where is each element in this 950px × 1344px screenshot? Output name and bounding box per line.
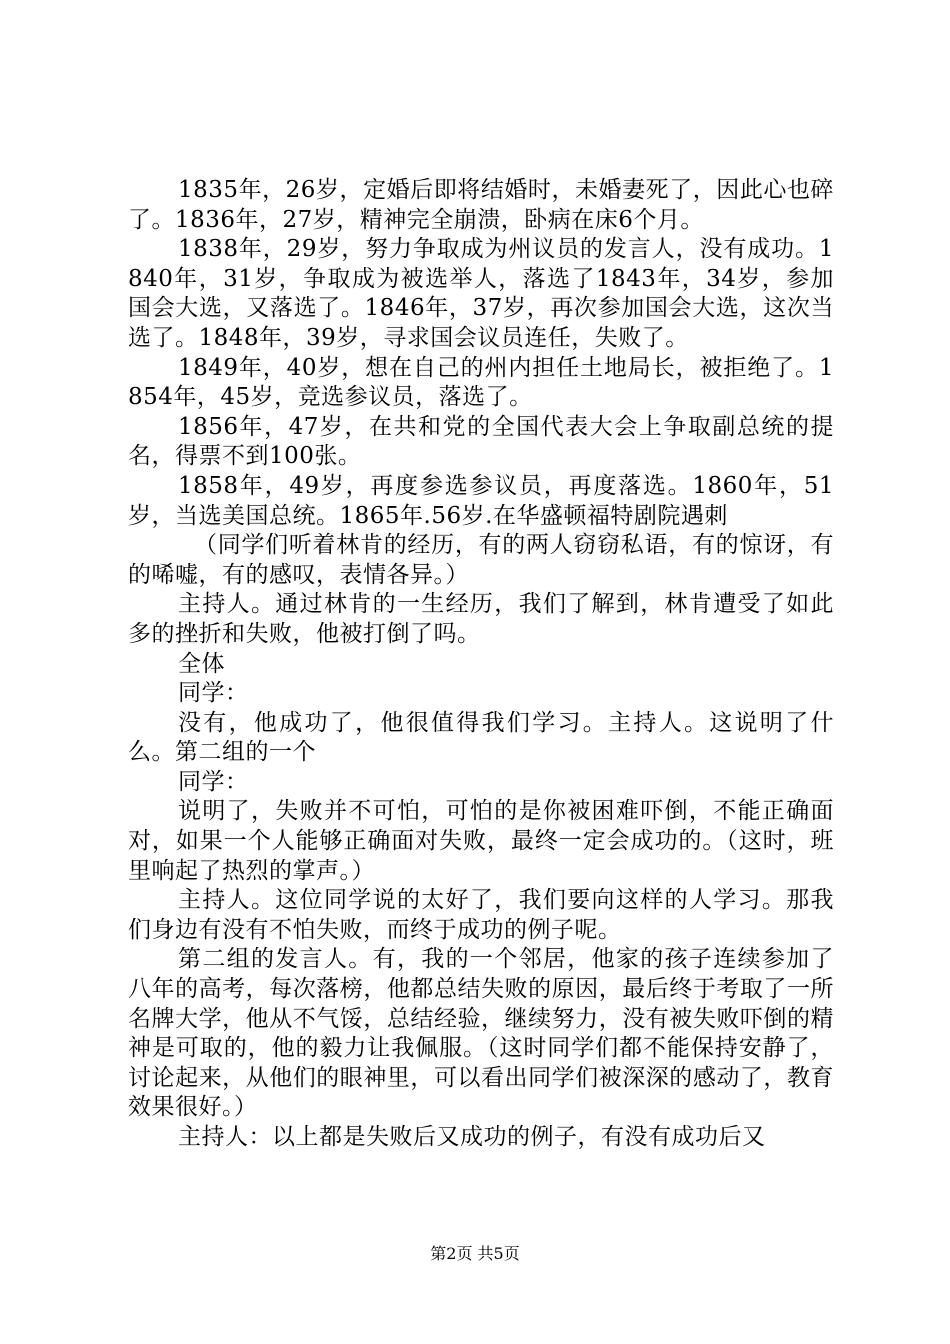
paragraph-1858: 1858年，49岁，再度参选参议员，再度落选。1860年，51岁，当选美国总统。1865年.56岁.在华盛顿福特剧院遇刺 xyxy=(128,472,834,529)
paragraph-host-followup: 主持人：以上都是失败后又成功的例子，有没有成功后又 xyxy=(178,1124,766,1150)
paragraph-failure-not-scary: 说明了，失败并不可怕，可怕的是你被困难吓倒，不能正确面对，如果一个人能够正确面对失败，最终一定会成功的。（这时，班里响起了热烈的掌声。） xyxy=(128,798,834,884)
paragraph-host-question: 主持人。通过林肯的一生经历，我们了解到，林肯遭受了如此多的挫折和失败，他被打倒了吗。 xyxy=(128,591,834,647)
paragraph-all: 全体 xyxy=(178,650,225,677)
paragraph-classmates-reaction: （同学们听着林肯的经历，有的两人窃窃私语，有的惊讶，有的唏嘘，有的感叹，表情各异。） xyxy=(128,532,834,588)
paragraph-1856: 1856年，47岁，在共和党的全国代表大会上争取副总统的提名，得票不到100张。 xyxy=(128,413,834,470)
paragraph-1838: 1838年，29岁，努力争取成为州议员的发言人，没有成功。1840年，31岁，争取成为被选举人，落选了1843年，34岁，参加国会大选，又落选了。1846年，37岁，再次参加国会大选，这次当选了。1848年，39岁，寻求国会议员连任，失败了。 xyxy=(128,236,834,351)
paragraph-1849: 1849年，40岁，想在自己的州内担任土地局长，被拒绝了。1854年，45岁，竞选参议员，落选了。 xyxy=(128,354,834,411)
page-number-footer: 第2页 共5页 xyxy=(430,1244,520,1263)
paragraph-host-praise: 主持人。这位同学说的太好了，我们要向这样的人学习。那我们身边有没有不怕失败，而终于成功的例子呢。 xyxy=(128,887,834,943)
paragraph-1835: 1835年，26岁，定婚后即将结婚时，未婚妻死了，因此心也碎了。1836年，27岁，精神完全崩溃，卧病在床6个月。 xyxy=(128,177,834,233)
paragraph-answer-no: 没有，他成功了，他很值得我们学习。主持人。这说明了什么。第二组的一个 xyxy=(128,709,834,766)
document-body xyxy=(128,176,834,1153)
paragraph-classmates-label: 同学： xyxy=(178,680,249,707)
paragraph-classmate-label-2: 同学： xyxy=(178,768,249,795)
paragraph-neighbor-story: 第二组的发言人。有，我的一个邻居，他家的孩子连续参加了八年的高考，每次落榜，他都总结失败的原因，最后终于考取了一所名牌大学，他从不气馁，总结经验，继续努力，没有被失败吓倒的精神是可取的，他的毅力让我佩服。（这时同学们都不能保持安静了，讨论起来，从他们的眼神里，可以看出同学们被深深的感动了，教育效果很好。） xyxy=(128,946,834,1121)
